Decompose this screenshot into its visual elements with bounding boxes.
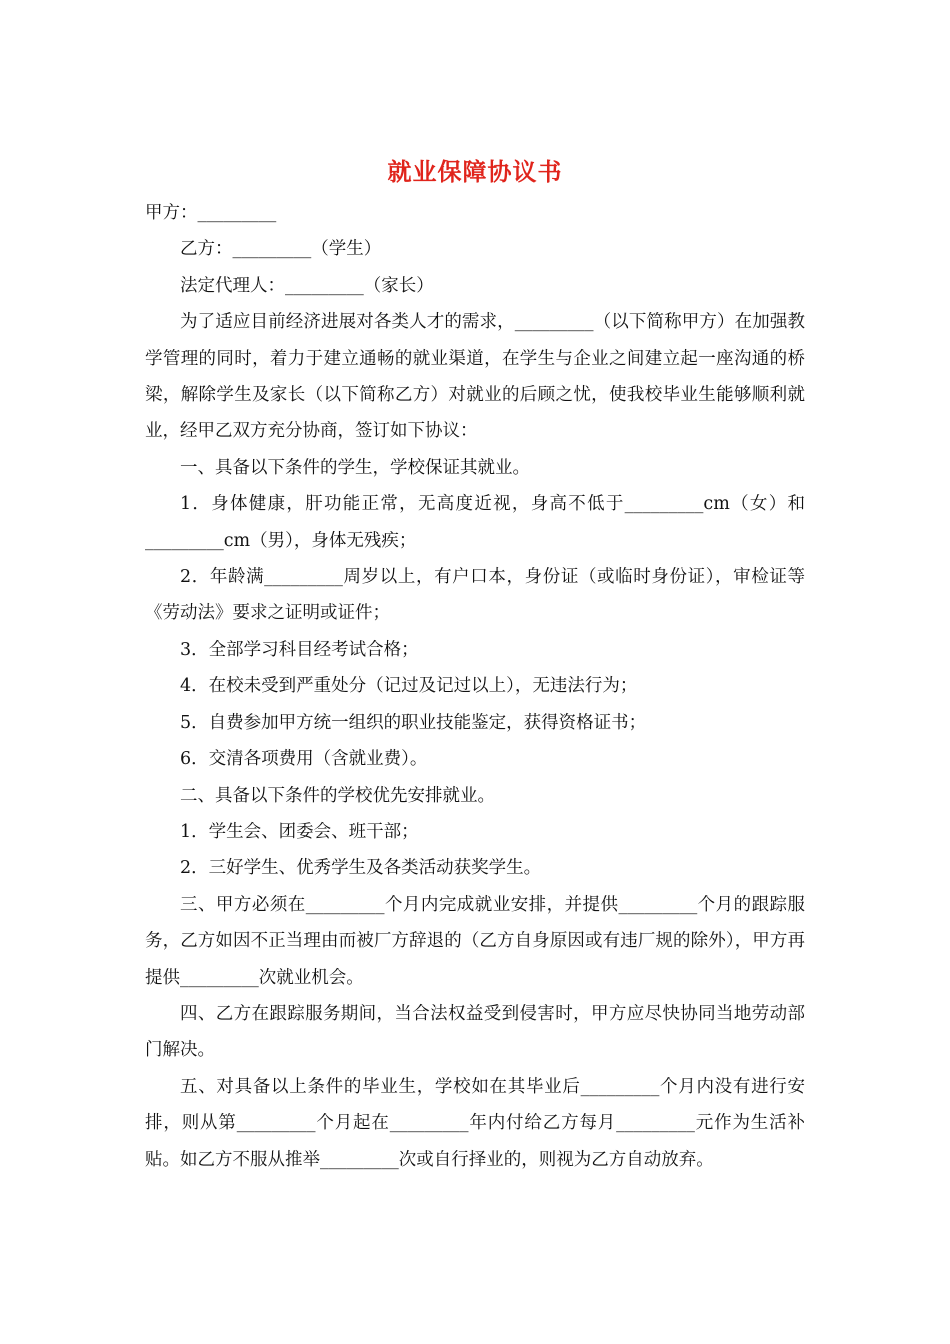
section-1-item-6: 6．交清各项费用（含就业费）。 [180, 749, 428, 770]
document-body [145, 195, 805, 1178]
section-1-heading: 一、具备以下条件的学生，学校保证其就业。 [180, 457, 530, 478]
preamble-paragraph: 为了适应目前经济进展对各类人才的需求，_________（以下简称甲方）在加强教学管理的同时，着力于建立通畅的就业渠道，在学生与企业之间建立起一座沟通的桥梁，解除学生及家长（以下简称乙方）对就业的后顾之忧，使我校毕业生能够顺利就业，经甲乙双方充分协商，签订如下协议： [145, 312, 805, 442]
section-1-item-2: 2．年龄满_________周岁以上，有户口本，身份证（或临时身份证），审检证等《劳动法》要求之证明或证件； [145, 567, 805, 624]
legal-guardian-line: 法定代理人：_________（家长） [180, 275, 434, 296]
section-3-paragraph: 三、甲方必须在_________个月内完成就业安排，并提供_________个月的跟踪服务，乙方如因不正当理由而被厂方辞退的（乙方自身原因或有违厂规的除外），甲方再提供_________次就业机会。 [145, 894, 805, 988]
section-1-item-1: 1．身体健康，肝功能正常，无高度近视，身高不低于_________cm（女）和_________cm（男），身体无残疾； [145, 494, 805, 551]
section-1-item-5: 5．自费参加甲方统一组织的职业技能鉴定，获得资格证书； [180, 712, 647, 733]
party-a-line: 甲方：_________ [145, 203, 277, 223]
party-b-line: 乙方：_________（学生） [180, 239, 382, 260]
document-title: 就业保障协议书 [387, 157, 563, 186]
section-5-paragraph: 五、对具备以上条件的毕业生，学校如在其毕业后_________个月内没有进行安排，则从第_________个月起在_________年内付给乙方每月_________元作为生活补贴。如乙方不服从推举_________次或自行择业的，则视为乙方自动放弃。 [145, 1076, 805, 1170]
section-2-item-1: 1．学生会、团委会、班干部； [180, 821, 419, 842]
section-1-item-3: 3．全部学习科目经考试合格； [180, 639, 419, 660]
section-2-item-2: 2．三好学生、优秀学生及各类活动获奖学生。 [180, 858, 542, 879]
section-2-heading: 二、具备以下条件的学校优先安排就业。 [180, 785, 495, 806]
section-4-paragraph: 四、乙方在跟踪服务期间，当合法权益受到侵害时，甲方应尽快协同当地劳动部门解决。 [145, 1003, 805, 1061]
section-1-item-4: 4．在校未受到严重处分（记过及记过以上），无违法行为； [180, 676, 638, 697]
